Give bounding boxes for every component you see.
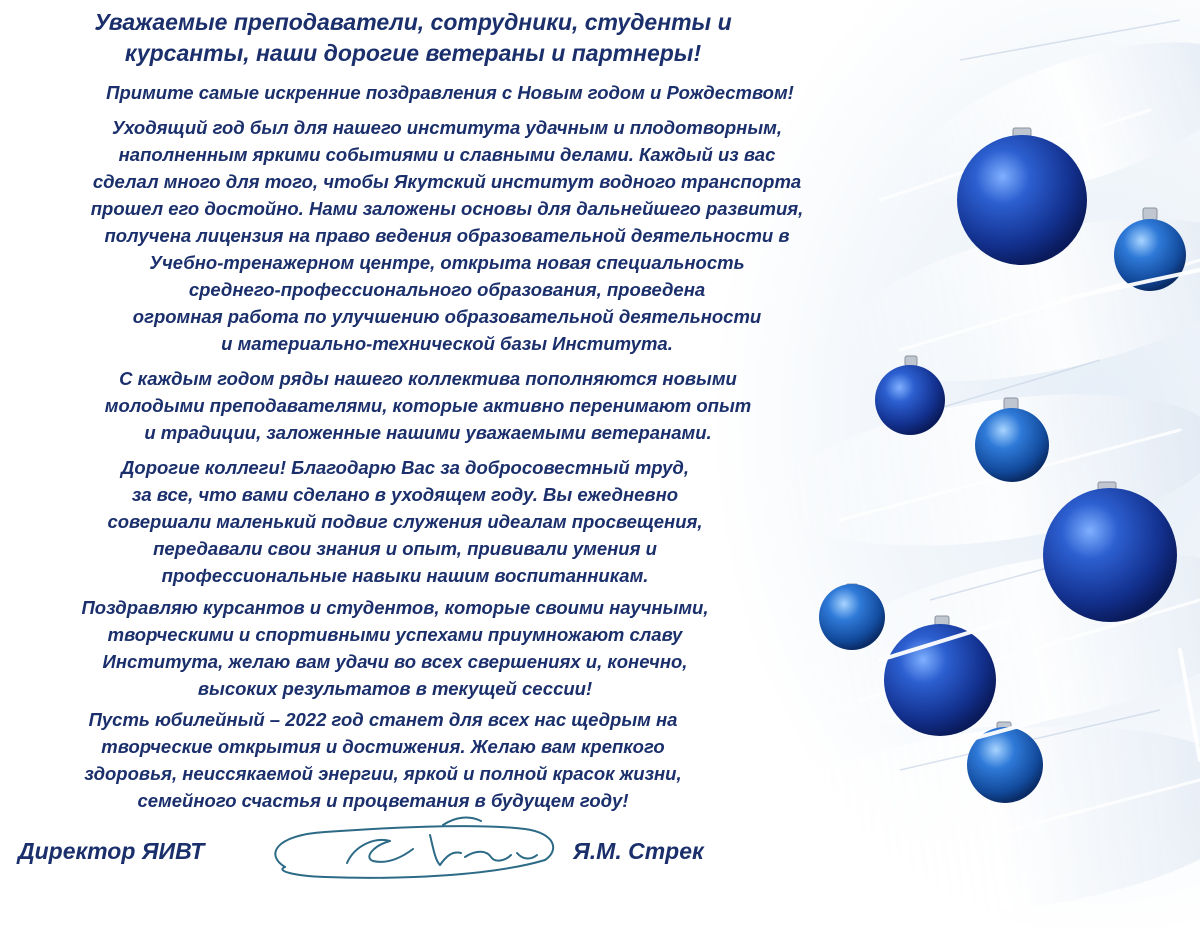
paragraph-3-line-2: молодыми преподавателями, которые активно перенимают опыт <box>104 395 752 416</box>
paragraph-3-line-3: и традиции, заложенные нашими уважаемыми ветеранами. <box>144 422 712 443</box>
paragraph-4-line-3: совершали маленький подвиг служения идеалам просвещения, <box>107 511 703 532</box>
paragraph-4-line-4: передавали свои знания и опыт, прививали умения и <box>153 538 657 559</box>
paragraph-2-line-1: Уходящий год был для нашего института удачным и плодотворным, <box>112 117 782 138</box>
paragraph-6-line-1: Пусть юбилейный – 2022 год станет для всех нас щедрым на <box>88 709 678 730</box>
paragraph-5-line-2: творческими и спортивными успехами приумножают славу <box>107 624 683 645</box>
handwritten-signature <box>255 805 575 900</box>
heading-line-1: Уважаемые преподаватели, сотрудники, студенты и <box>94 9 732 35</box>
paragraph-2-line-3: сделал много для того, чтобы Якутский институт водного транспорта <box>92 171 802 192</box>
paragraph-4-line-1: Дорогие коллеги! Благодарю Вас за добросовестный труд, <box>121 457 689 478</box>
paragraph-5-line-4: высоких результатов в текущей сессии! <box>197 678 593 699</box>
paragraph-6-line-4: семейного счастья и процветания в будущем году! <box>137 790 629 811</box>
paragraph-2-line-5: получена лицензия на право ведения образовательной деятельности в <box>104 225 790 246</box>
paragraph-1-line-1: Примите самые искренние поздравления с Новым годом и Рождеством! <box>106 82 794 103</box>
paragraph-2-line-9: и материально-технической базы Института. <box>221 333 673 354</box>
signatory-name: Я.М. Стрек <box>573 838 704 864</box>
paragraph-4-line-5: профессиональные навыки нашим воспитанникам. <box>161 565 649 586</box>
paragraph-5-line-1: Поздравляю курсантов и студентов, которые своими научными, <box>81 597 709 618</box>
paragraph-5-line-3: Института, желаю вам удачи во всех свершениях и, конечно, <box>102 651 688 672</box>
paragraph-6-line-2: творческие открытия и достижения. Желаю вам крепкого <box>101 736 665 757</box>
signatory-title: Директор ЯИВТ <box>18 838 205 864</box>
paragraph-2-line-4: прошел его достойно. Нами заложены основы для дальнейшего развития, <box>90 198 804 219</box>
paragraph-2-line-2: наполненным яркими событиями и славными делами. Каждый из вас <box>118 144 776 165</box>
paragraph-2-line-8: огромная работа по улучшению образовательной деятельности <box>132 306 762 327</box>
heading-line-2: курсанты, наши дорогие ветераны и партнеры! <box>124 40 702 66</box>
paragraph-2-line-7: среднего-профессионального образования, проведена <box>188 279 706 300</box>
paragraph-3-line-1: С каждым годом ряды нашего коллектива пополняются новыми <box>119 368 737 389</box>
paragraph-6-line-3: здоровья, неиссякаемой энергии, яркой и полной красок жизни, <box>84 763 682 784</box>
paragraph-2-line-6: Учебно-тренажерном центре, открыта новая специальность <box>149 252 745 273</box>
paragraph-4-line-2: за все, что вами сделано в уходящем году. Вы ежедневно <box>131 484 679 505</box>
